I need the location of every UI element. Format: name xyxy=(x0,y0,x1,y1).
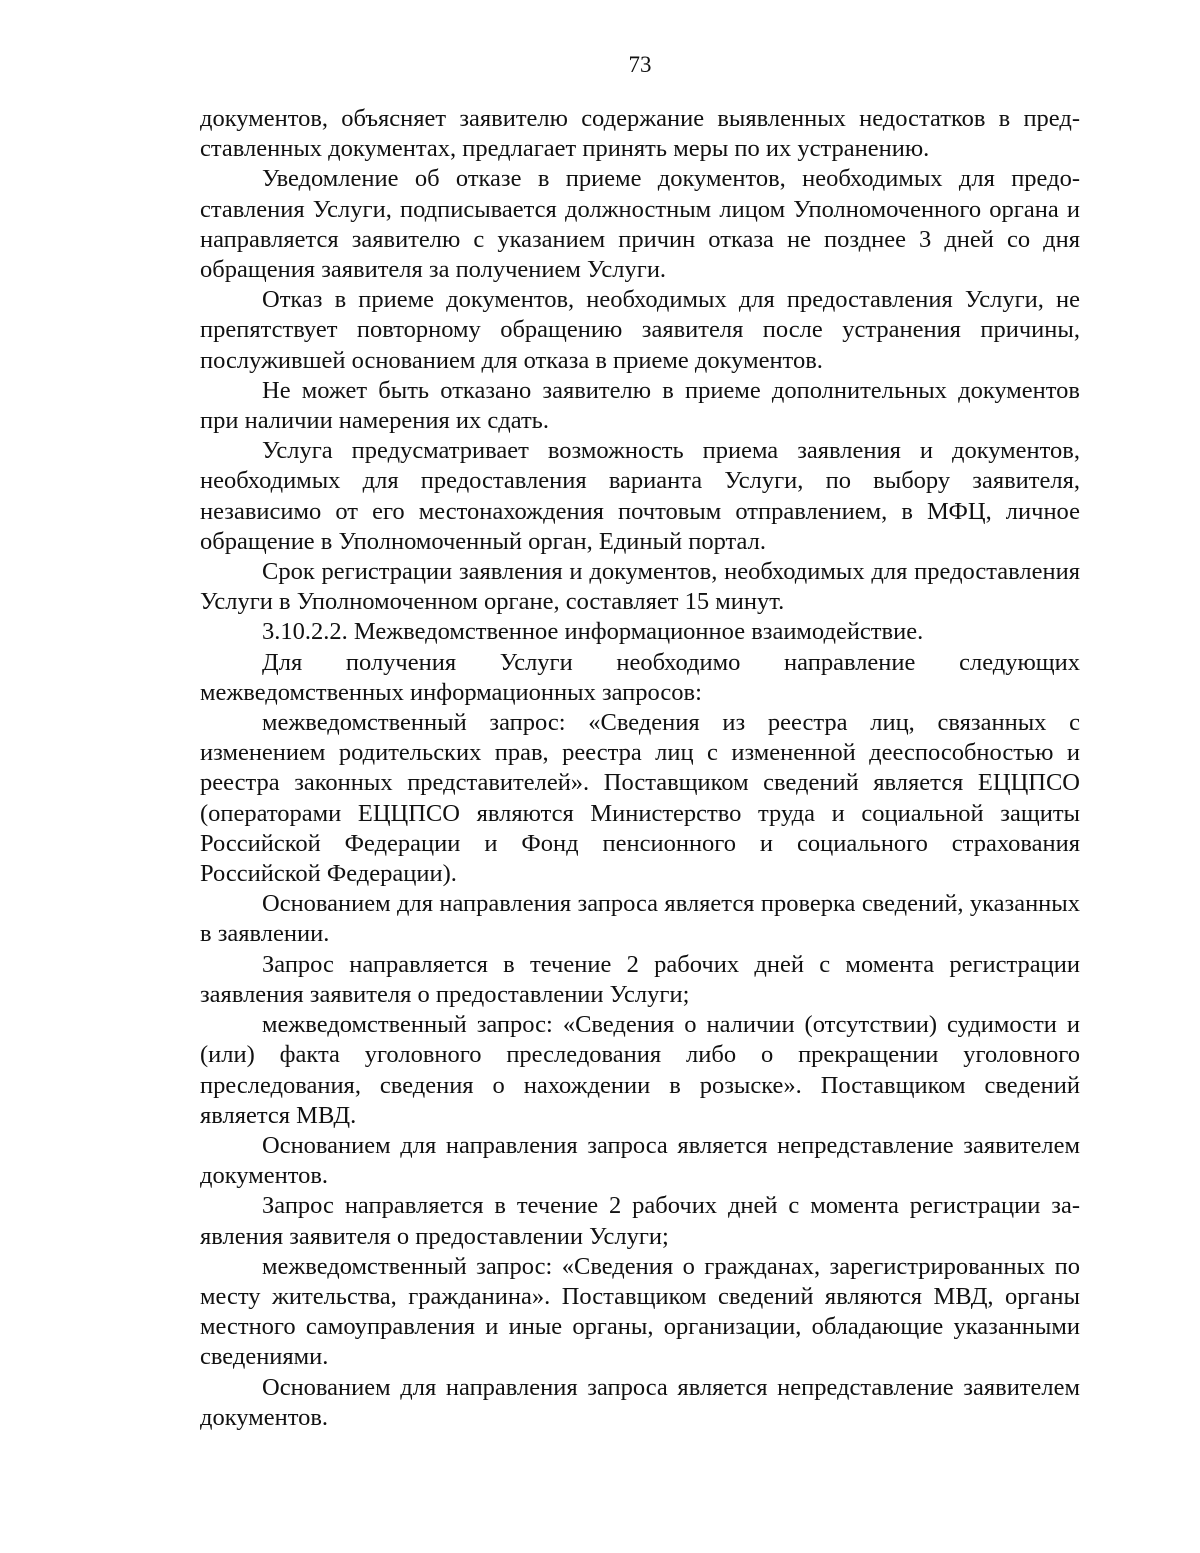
paragraph: межведомственный запрос: «Сведения о наличии (отсутствии) судимости и (или) факта уголовного преследования либо о прекращении уголовного преследования, сведения о нахождении в розыске». Поставщиком сведений является МВД. xyxy=(200,1011,1080,1129)
paragraph: документов, объясняет заявителю содержание выявленных недостатков в представленных документах, предлагает принять меры по их устранению. xyxy=(200,105,1080,163)
section-heading: 3.10.2.2. Межведомственное информационное взаимодействие. xyxy=(262,618,924,646)
paragraph: Основанием для направления запроса является непредставление заявителем документов. xyxy=(200,1373,1080,1431)
paragraph: Для получения Услуги необходимо направление следующих межведомственных информационных запросов: xyxy=(200,648,1080,706)
paragraph: межведомственный запрос: «Сведения о гражданах, зарегистрированных по месту жительства, гражданина». Поставщиком сведений являются МВД, органы местного самоуправления и иные органы, организации, обладающие указанными сведениями. xyxy=(200,1252,1080,1371)
page-number: 73 xyxy=(628,52,652,77)
paragraph: Запрос направляется в течение 2 рабочих дней с момента регистрации заявления заявителя о предоставлении Услуги; xyxy=(200,1192,1080,1250)
paragraph: Основанием для направления запроса является непредставление заявителем документов. xyxy=(200,1131,1080,1190)
paragraph: Уведомление об отказе в приеме документов, необходимых для предоставления Услуги, подписывается должностным лицом Уполномоченного органа и направляется заявителю с указанием причин отказа не позднее 3 дней со дня обращения заявителя за получением Услуги. xyxy=(200,165,1080,284)
paragraph: Запрос направляется в течение 2 рабочих дней с момента регистрации заявления заявителя о предоставлении Услуги; xyxy=(200,950,1080,1008)
paragraph: межведомственный запрос: «Сведения из реестра лиц, связанных с изменением родительских прав, реестра лиц с измененной дееспособностью и реестра законных представителей». Поставщиком сведений является ЕЦЦПСО (операторами ЕЦЦПСО являются Министерство труда и социальной защиты Российской Федерации и Фонд пенсионного и социального страхования Российской Федерации). xyxy=(200,709,1080,888)
paragraph: Отказ в приеме документов, необходимых для предоставления Услуги, не препятствует повторному обращению заявителя после устранения причины, послужившей основанием для отказа в приеме документов. xyxy=(200,286,1080,374)
document-body xyxy=(200,104,1080,1433)
paragraph: Не может быть отказано заявителю в приеме дополнительных документов при наличии намерения их сдать. xyxy=(200,376,1080,435)
paragraph: Услуга предусматривает возможность приема заявления и документов, необходимых для предоставления варианта Услуги, по выбору заявителя, независимо от его местонахождения почтовым отправлением, в МФЦ, личное обращение в Уполномоченный орган, Единый портал. xyxy=(200,437,1080,555)
paragraph: Срок регистрации заявления и документов, необходимых для предоставления Услуги в Уполномоченном органе, составляет 15 минут. xyxy=(200,558,1080,616)
paragraph: Основанием для направления запроса является проверка сведений, указанных в заявлении. xyxy=(200,890,1080,948)
